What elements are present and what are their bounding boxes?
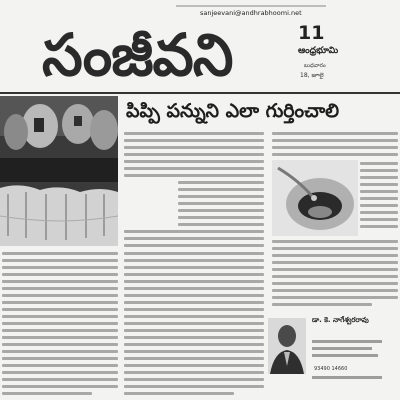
date-label: 18, జూలై [300,72,324,79]
author-phone: 93490 14660 [314,366,348,372]
article-headline: పిప్పి పన్నుని ఎలా గుర్తించాలి [126,100,340,122]
header-website: sanjeevani@andhrabhoomi.net [200,9,302,17]
author-photo [268,318,306,374]
masthead-title: సంజీవని [42,24,233,86]
issue-number: 11 [298,22,325,44]
author-byline [268,312,400,400]
author-name: డా. కె. నాగేశ్వరరావు [312,316,369,324]
newspaper-brand: ఆంధ్రభూమి [298,46,339,56]
day-label: బుధవారం [304,63,326,69]
